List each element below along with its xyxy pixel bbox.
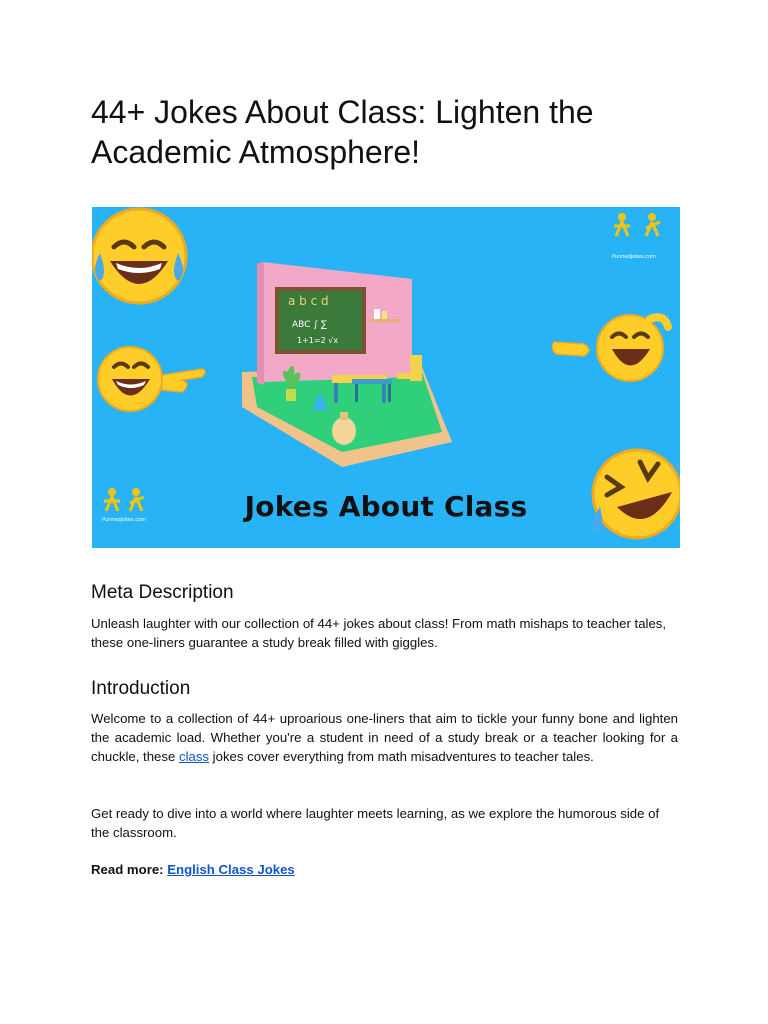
- introduction-paragraph-2: Get ready to dive into a world where laughter meets learning, as we explore the humorous side of the classroom.: [91, 806, 660, 840]
- svg-text:1+1=2 √x: 1+1=2 √x: [297, 336, 339, 345]
- chalkboard-letters: a b c d: [288, 294, 329, 308]
- class-link[interactable]: class: [178, 749, 210, 764]
- meta-description-heading: Meta Description: [91, 582, 234, 603]
- svg-text:PunnedJokes.com: PunnedJokes.com: [612, 254, 656, 260]
- read-more-label: Read more:: [91, 862, 164, 877]
- read-more-line: [91, 860, 678, 879]
- laughing-emoji-icon: [92, 209, 186, 303]
- introduction-paragraph: Welcome to a collection of 44+ uproarious one-liners that aim to tickle your funny bone and lighten the academic load. Whether you're a student in need of a study break or a teacher looking for a chuckle, these class jokes cover everything from math misadventures to teacher tales.: [91, 711, 678, 764]
- hero-image: [92, 207, 680, 548]
- hero-caption: Jokes About Class: [244, 490, 528, 523]
- site-logo-icon: [612, 213, 660, 260]
- english-class-jokes-link[interactable]: English Class Jokes: [167, 862, 295, 877]
- svg-text:ABC ∫ ∑: ABC ∫ ∑: [292, 320, 327, 330]
- svg-text:PunnedJokes.com: PunnedJokes.com: [102, 517, 146, 523]
- page-title: 44+ Jokes About Class: Lighten the Academic Atmosphere!: [91, 94, 594, 170]
- introduction-heading: Introduction: [91, 678, 191, 699]
- pointing-laughing-emoji-icon: [552, 315, 668, 381]
- pointing-laughing-emoji-icon: [98, 347, 205, 411]
- meta-description-text: Unleash laughter with our collection of 44+ jokes about class! From math mishaps to teacher tales, these one-liners guarantee a study break filled with giggles.: [91, 616, 667, 650]
